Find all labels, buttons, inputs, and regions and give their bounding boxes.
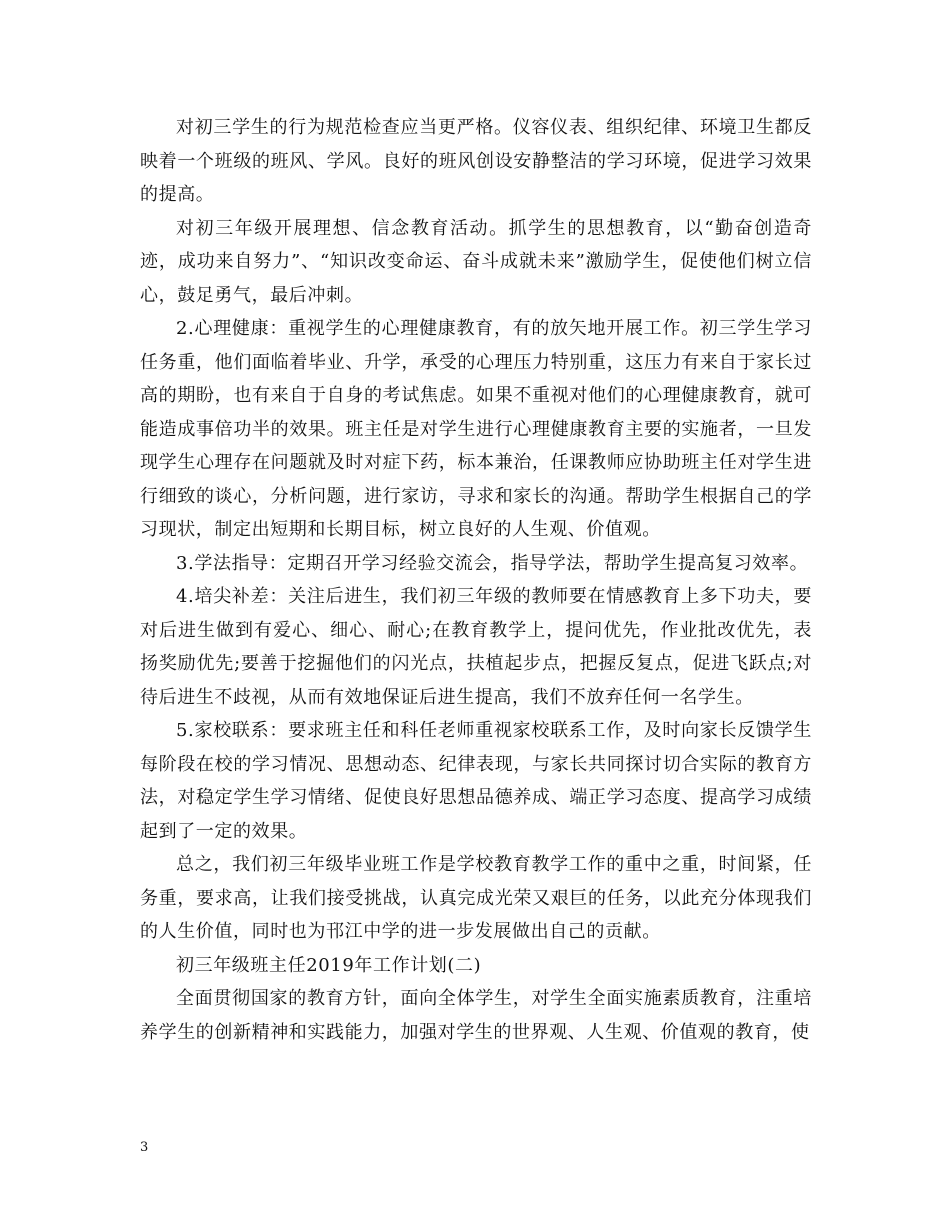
paragraph-summary: 总之，我们初三年级毕业班工作是学校教育教学工作的重中之重，时间紧，任务重，要求高，让我们接受挑战，认真完成光荣又艰巨的任务，以此充分体现我们的人生价值，同时也为邗江中学的进一步发展做出自己的贡献。 [140,854,812,942]
paragraph-policy: 全面贯彻国家的教育方针，面向全体学生，对学生全面实施素质教育，注重培养学生的创新精神和实践能力，加强对学生的世界观、人生观、价值观的教育，使 [140,988,812,1043]
page-number: 3 [140,1140,149,1155]
section-heading: 初三年级班主任2019年工作计划(二) [176,954,482,976]
paragraph-study-guidance: 3.学法指导：定期召开学习经验交流会，指导学法，帮助学生提高复习效率。 [176,552,809,574]
paragraph-ideals-education: 对初三年级开展理想、信念教育活动。抓学生的思想教育，以“勤奋创造奇迹，成功来自努力”、“知识改变命运、奋斗成就未来”激励学生，促使他们树立信心，鼓足勇气，最后冲刺。 [140,217,812,306]
paragraph-home-school: 5.家校联系：要求班主任和科任老师重视家校联系工作，及时向家长反馈学生每阶段在校的学习情况、思想动态、纪律表现，与家长共同探讨切合实际的教育方法，对稳定学生学习情绪、促使良好思想品德养成、端正学习态度、提高学习成绩起到了一定的效果。 [140,720,812,842]
paragraph-mental-health: 2.心理健康：重视学生的心理健康教育，有的放矢地开展工作。初三学生学习任务重，他们面临着毕业、升学，承受的心理压力特别重，这压力有来自于家长过高的期盼，也有来自于自身的考试焦虑。如果不重视对他们的心理健康教育，就可能造成事倍功半的效果。班主任是对学生进行心理健康教育主要的实施者，一旦发现学生心理存在问题就及时对症下药，标本兼治，任课教师应协助班主任对学生进行细致的谈心，分析问题，进行家访，寻求和家长的沟通。帮助学生根据自己的学习现状，制定出短期和长期目标，树立良好的人生观、价值观。 [140,318,812,540]
document-body [140,111,812,1049]
paragraph-conduct: 对初三学生的行为规范检查应当更严格。仪容仪表、组织纪律、环境卫生都反映着一个班级的班风、学风。良好的班风创设安静整洁的学习环境，促进学习效果的提高。 [140,117,812,205]
paragraph-remedial: 4.培尖补差：关注后进生，我们初三年级的教师要在情感教育上多下功夫，要对后进生做到有爱心、细心、耐心;在教育教学上，提问优先，作业批改优先，表扬奖励优先;要善于挖掘他们的闪光点，扶植起步点，把握反复点，促进飞跃点;对待后进生不歧视，从而有效地保证后进生提高，我们不放弃任何一名学生。 [140,586,812,708]
